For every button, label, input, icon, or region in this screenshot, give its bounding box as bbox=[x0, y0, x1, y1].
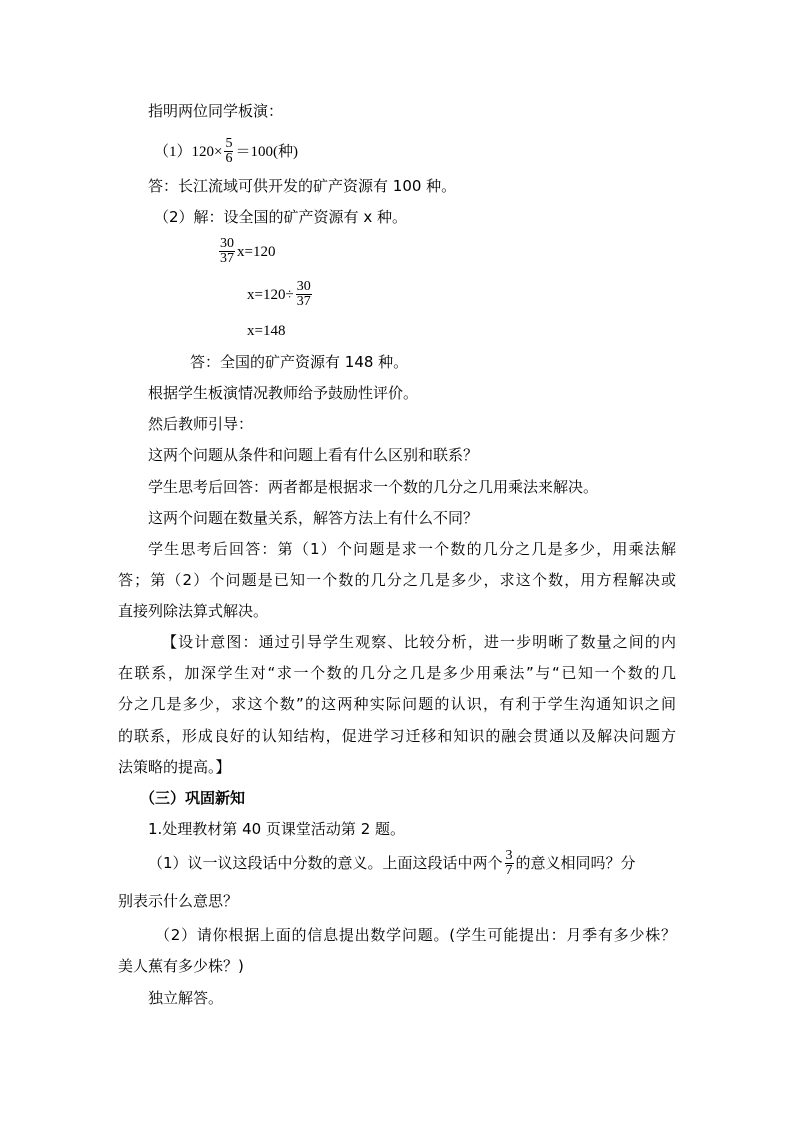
solution-1-prefix: （1）120× bbox=[154, 144, 223, 160]
design-intent-line-5: 法策略的提高。】 bbox=[118, 758, 231, 776]
equation-step-1 bbox=[217, 236, 275, 267]
student-answer-2-line-1: 学生思考后回答：第（1）个问题是求一个数的几分之几是多少，用乘法解 bbox=[148, 540, 676, 558]
exercise-1a-prefix: （1）议一议这段话中分数的意义。上面这段话中两个 bbox=[148, 854, 503, 872]
exercise-1-title: 1.处理教材第 40 页课堂活动第 2 题。 bbox=[148, 820, 406, 838]
design-intent-line-2: 在联系，加深学生对“求一个数的几分之几是多少用乘法”与“已知一个数的几 bbox=[118, 664, 676, 682]
exercise-1b-line-2: 美人蕉有多少株？) bbox=[118, 957, 244, 975]
section-heading: （三）巩固新知 bbox=[140, 789, 246, 807]
student-answer-2-line-2: 答；第（2）个问题是已知一个数的几分之几是多少，求这个数，用方程解决或 bbox=[118, 571, 676, 589]
design-intent-line-3: 分之几是多少，求这个数”的这两种实际问题的认识，有利于学生沟通知识之间 bbox=[118, 695, 676, 713]
student-answer-1: 学生思考后回答：两者都是根据求一个数的几分之几用乘法来解决。 bbox=[148, 478, 599, 496]
exercise-1a-line-2: 别表示什么意思？ bbox=[118, 892, 239, 910]
solution-1-equation bbox=[154, 137, 298, 166]
fraction-denominator: 37 bbox=[296, 294, 311, 309]
teacher-guide: 然后教师引导： bbox=[148, 415, 254, 433]
fraction-30-37 bbox=[296, 280, 312, 309]
question-method: 这两个问题在数量关系，解答方法上有什么不同？ bbox=[148, 509, 479, 527]
equation-step-3: x=148 bbox=[247, 323, 286, 339]
fraction-denominator: 7 bbox=[505, 863, 513, 878]
teacher-evaluation: 根据学生板演情况教师给予鼓励性评价。 bbox=[148, 384, 419, 402]
equation-step-2-prefix: x=120÷ bbox=[247, 287, 294, 303]
exercise-1c: 独立解答。 bbox=[148, 989, 224, 1007]
fraction-numerator: 3 bbox=[505, 848, 513, 863]
question-difference: 这两个问题从条件和问题上看有什么区别和联系？ bbox=[148, 446, 479, 464]
board-instruction: 指明两位同学板演： bbox=[148, 102, 284, 120]
student-answer-2-line-3: 直接列除法算式解决。 bbox=[118, 602, 269, 620]
fraction-numerator: 30 bbox=[296, 279, 311, 294]
fraction-5-6 bbox=[224, 137, 233, 166]
exercise-1a-suffix: 的意义相同吗？分 bbox=[515, 854, 636, 872]
answer-1: 答：长江流域可供开发的矿产资源有 100 种。 bbox=[148, 177, 457, 195]
answer-2: 答：全国的矿产资源有 148 种。 bbox=[190, 353, 409, 371]
fraction-30-37 bbox=[219, 237, 235, 266]
exercise-1a-line-1 bbox=[148, 848, 636, 878]
fraction-3-7 bbox=[505, 849, 514, 878]
exercise-1b-line-1: （2）请你根据上面的信息提出数学问题。(学生可能提出：月季有多少株？ bbox=[155, 926, 676, 944]
design-intent-line-4: 的联系，形成良好的认知结构，促进学习迁移和知识的融会贯通以及解决问题方 bbox=[118, 727, 676, 745]
fraction-denominator: 6 bbox=[225, 151, 233, 166]
equation-step-1-suffix: x=120 bbox=[237, 244, 276, 260]
solution-2-setup: （2）解：设全国的矿产资源有 x 种。 bbox=[154, 208, 407, 226]
design-intent-line-1: 【设计意图：通过引导学生观察、比较分析，进一步明晰了数量之间的内 bbox=[162, 633, 676, 651]
fraction-numerator: 5 bbox=[225, 136, 233, 151]
fraction-denominator: 37 bbox=[220, 251, 234, 266]
solution-1-suffix: ＝100(种) bbox=[235, 144, 298, 160]
fraction-numerator: 30 bbox=[220, 236, 234, 251]
equation-step-2 bbox=[247, 279, 314, 310]
